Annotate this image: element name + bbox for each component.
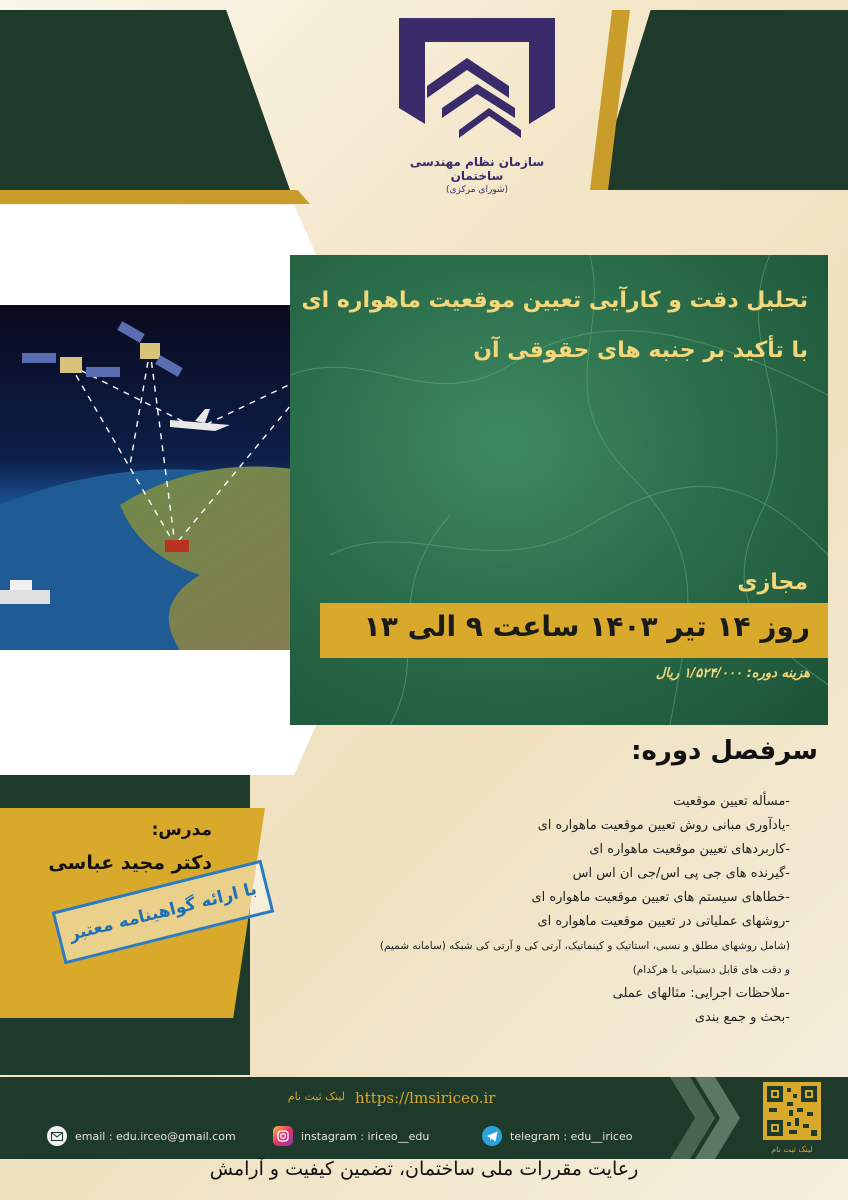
instructor-label: مدرس: <box>151 820 212 840</box>
course-mode: مجازی <box>737 570 808 595</box>
syllabus-item: -کاربردهای تعیین موقعیت ماهواره ای <box>589 842 790 857</box>
registration-url[interactable]: https://lmsiriceo.ir <box>355 1089 496 1107</box>
syllabus-item-note: و دقت های قابل دستیابی با هرکدام) <box>632 964 790 976</box>
instagram-contact[interactable] <box>273 1126 429 1146</box>
syllabus-heading: سرفصل دوره: <box>631 736 818 766</box>
top-right-band <box>595 10 848 190</box>
syllabus-item: -مسأله تعیین موقعیت <box>673 794 790 809</box>
syllabus-item: -یادآوری مبانی روش تعیین موقعیت ماهواره ای <box>537 818 790 833</box>
telegram-contact[interactable] <box>482 1126 632 1146</box>
email-contact[interactable] <box>47 1126 236 1146</box>
mail-icon <box>47 1126 67 1146</box>
syllabus-item: -خطاهای سیستم های تعیین موقعیت ماهواره ای <box>531 890 790 905</box>
qr-code-icon[interactable] <box>763 1082 821 1140</box>
syllabus-list <box>240 790 790 1030</box>
course-title-line-2: با تأکید بر جنبه های حقوقی آن <box>473 338 808 363</box>
organization-logo <box>382 12 572 212</box>
course-title-line-1: تحلیل دقت و کارآیی تعیین موقعیت ماهواره ای <box>301 288 808 313</box>
instagram-text: instagram : iriceo__edu <box>301 1129 430 1143</box>
syllabus-item-note: (شامل روشهای مطلق و نسبی، استاتیک و کینماتیک، آرتی کی و آرتی کی شبکه (سامانه شمیم) <box>379 940 790 952</box>
qr-code-label: لینک ثبت نام <box>771 1145 813 1154</box>
top-left-gold-stripe <box>0 190 310 204</box>
syllabus-item: -ملاحظات اجرایی: مثالهای عملی <box>612 986 790 1001</box>
registration-link-label: لینک ثبت نام <box>287 1090 345 1103</box>
logo-subtitle: (شورای مرکزی) <box>445 185 509 195</box>
course-date-time: روز ۱۴ تیر ۱۴۰۳ ساعت ۹ الی ۱۳ <box>363 610 810 643</box>
email-text: email : edu.irceo@gmail.com <box>75 1129 236 1143</box>
chevron-decor-icon <box>660 1077 740 1159</box>
course-fee: هزینه دوره: ۱/۵۲۴/۰۰۰ ریال <box>655 666 810 681</box>
certificate-stamp-text: با ارائه گواهینامه معتبر <box>67 879 259 945</box>
instagram-icon <box>273 1126 293 1146</box>
instructor-name: دکتر مجید عباسی <box>48 852 212 874</box>
logo-title: سازمان نظام مهندسی ساختمان <box>409 155 545 183</box>
telegram-text: telegram : edu__iriceo <box>510 1129 633 1143</box>
footer-motto: رعایت مقررات ملی ساختمان، تضمین کیفیت و آرامش <box>209 1158 639 1180</box>
syllabus-item: -گیرنده های جی پی اس/جی ان اس اس <box>572 866 790 881</box>
telegram-icon <box>482 1126 502 1146</box>
top-left-band <box>0 10 290 190</box>
car-icon <box>165 540 189 552</box>
syllabus-item: -بحث و جمع بندی <box>694 1010 790 1025</box>
logo-emblem-icon <box>387 12 567 147</box>
syllabus-item: -روشهای عملیاتی در تعیین موقعیت ماهواره ای <box>537 914 790 929</box>
